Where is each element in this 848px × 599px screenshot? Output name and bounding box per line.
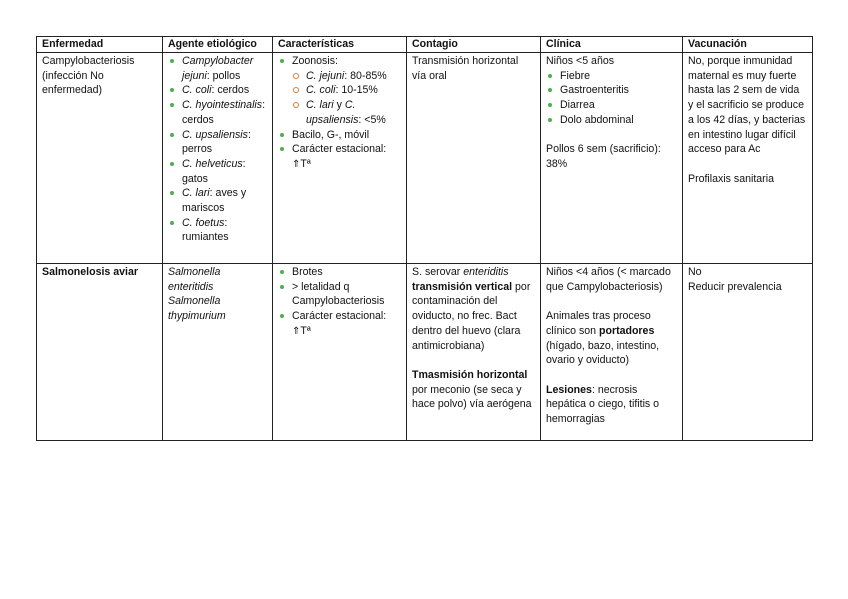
agent-name: C. hyointestinalis — [182, 99, 263, 112]
list-item — [292, 83, 401, 98]
list-item: Diarrea — [546, 98, 677, 113]
header-enfermedad: Enfermedad — [37, 37, 163, 53]
cell-caracteristicas — [273, 53, 407, 264]
vertical-text: por contaminación del oviducto, no frec. Bact dentro del huevo (clara antimicrobiana) — [412, 280, 531, 352]
agent-host: : aves y mariscos — [182, 187, 247, 215]
cell-contagio — [407, 264, 541, 441]
header-caracteristicas: Características — [273, 37, 407, 53]
list-item: Dolo abdominal — [546, 113, 677, 128]
list-item — [278, 309, 401, 339]
features-list — [278, 54, 401, 173]
temp-text: Tª — [300, 324, 311, 337]
lesiones-text: : necrosis hepática o ciego, tifitis o hemorragias — [546, 383, 660, 425]
cell-clinica — [541, 264, 683, 441]
cell-vacunacion — [683, 53, 813, 264]
agent-list — [168, 54, 267, 245]
list-item: > letalidad q Campylobacteriosis — [278, 280, 401, 309]
lesiones-label: Lesiones — [546, 383, 592, 396]
agent-name: Campylobacter jejuni — [182, 55, 254, 82]
list-item: Fiebre — [546, 69, 677, 84]
list-item — [168, 157, 267, 186]
bacilo-text: Bacilo, G-, móvil — [292, 128, 370, 141]
list-item — [168, 186, 267, 215]
clinica-lesiones — [546, 383, 677, 427]
cell-enfermedad — [37, 264, 163, 441]
list-item — [168, 216, 267, 245]
header-agente: Agente etiológico — [163, 37, 273, 53]
portadores-text: (hígado, bazo, intestino, ovario y oviducto) — [546, 339, 660, 367]
agent-name: Salmonella enteritidis — [168, 266, 221, 293]
header-row — [37, 37, 813, 53]
species-name: C. jejuni — [306, 69, 345, 82]
cell-clinica — [541, 53, 683, 264]
agent-name: C. helveticus — [182, 157, 243, 170]
estacional-text: Carácter estacional: — [292, 310, 387, 323]
cell-agente — [163, 264, 273, 441]
species-name: C. coli — [306, 84, 336, 97]
horizontal-text: por meconio (se seca y hace polvo) vía aerógena — [412, 383, 532, 411]
vacunacion-note: Reducir prevalencia — [688, 280, 782, 293]
portadores-prefix: Animales tras proceso clínico son — [546, 310, 651, 337]
agent-host: : cerdos — [211, 84, 250, 97]
species-name: C. lari — [306, 99, 334, 112]
list-item — [292, 98, 401, 127]
features-list — [278, 265, 401, 340]
disease-note-2: enfermedad) — [42, 84, 103, 97]
cell-contagio: Transmisión horizontal vía oral — [407, 53, 541, 264]
header-clinica: Clínica — [541, 37, 683, 53]
zoonosis-label: Zoonosis: — [292, 55, 338, 67]
agent-host: : cerdos — [182, 99, 266, 126]
disease-table — [36, 36, 813, 441]
agent-host: : pollos — [206, 69, 241, 82]
profilaxis-text: Profilaxis sanitaria — [688, 172, 774, 185]
list-item — [278, 142, 401, 172]
disease-name: Salmonelosis aviar — [42, 266, 138, 278]
arrow-up-icon: ⇑ — [292, 158, 301, 170]
agent-host: : gatos — [182, 157, 246, 185]
disease-note-1: (infección No — [42, 69, 104, 82]
vacunacion-text: No — [688, 266, 702, 278]
horizontal-label: Tmasmisión horizontal — [412, 368, 528, 381]
list-item — [168, 54, 267, 83]
portadores-label: portadores — [599, 324, 655, 337]
list-item: Gastroenteritis — [546, 83, 677, 98]
header-contagio: Contagio — [407, 37, 541, 53]
agent-name: C. coli — [182, 84, 212, 97]
species-name: C. upsaliensis — [306, 99, 359, 126]
cell-vacunacion — [683, 264, 813, 441]
list-item — [168, 128, 267, 157]
agent-name: Salmonella thypimurium — [168, 295, 226, 323]
disease-name: Campylobacteriosis — [42, 55, 135, 67]
list-item — [292, 69, 401, 84]
table-row-campylobacteriosis — [37, 53, 813, 264]
list-item: Brotes — [278, 265, 401, 280]
symptom-list — [546, 69, 677, 128]
clinica-age: Niños <4 años (< marcado que Campylobacteriosis) — [546, 266, 671, 293]
estacional-text: Carácter estacional: — [292, 143, 387, 156]
species-pct: : 80-85% — [344, 69, 387, 82]
cell-enfermedad — [37, 53, 163, 264]
list-item — [278, 54, 401, 128]
clinica-portadores — [546, 309, 677, 368]
list-item — [168, 83, 267, 98]
contagio-vertical — [412, 265, 535, 353]
list-item — [168, 98, 267, 127]
agent-host: : perros — [182, 128, 251, 156]
clinica-age: Niños <5 años — [546, 55, 615, 67]
agent-name: C. lari — [182, 187, 210, 200]
zoonosis-sublist — [292, 69, 401, 128]
temp-text: Tª — [300, 157, 311, 170]
serovar-prefix: S. serovar — [412, 266, 464, 278]
arrow-up-icon: ⇑ — [292, 325, 301, 337]
agent-host: : rumiantes — [182, 216, 229, 244]
agent-name: C. foetus — [182, 216, 225, 229]
cell-caracteristicas — [273, 264, 407, 441]
header-vacunacion: Vacunación — [683, 37, 813, 53]
vertical-label: transmisión vertical — [412, 280, 513, 293]
clinica-pollos: Pollos 6 sem (sacrificio): 38% — [546, 143, 661, 170]
agent-name: C. upsaliensis — [182, 128, 248, 141]
species-joiner: y — [333, 99, 345, 112]
serovar-name: enteriditis — [463, 266, 509, 278]
list-item — [278, 128, 401, 143]
table-row-salmonelosis — [37, 264, 813, 441]
vacunacion-text: No, porque inmunidad maternal es muy fuerte hasta las 2 sem de vida y el sacrificio se produce a los 42 días, y bacterias en intestino lugar difícil acceso para Ac — [688, 55, 806, 156]
species-pct: : <5% — [358, 113, 386, 126]
species-pct: : 10-15% — [335, 84, 378, 97]
contagio-horizontal — [412, 368, 535, 412]
cell-agente — [163, 53, 273, 264]
